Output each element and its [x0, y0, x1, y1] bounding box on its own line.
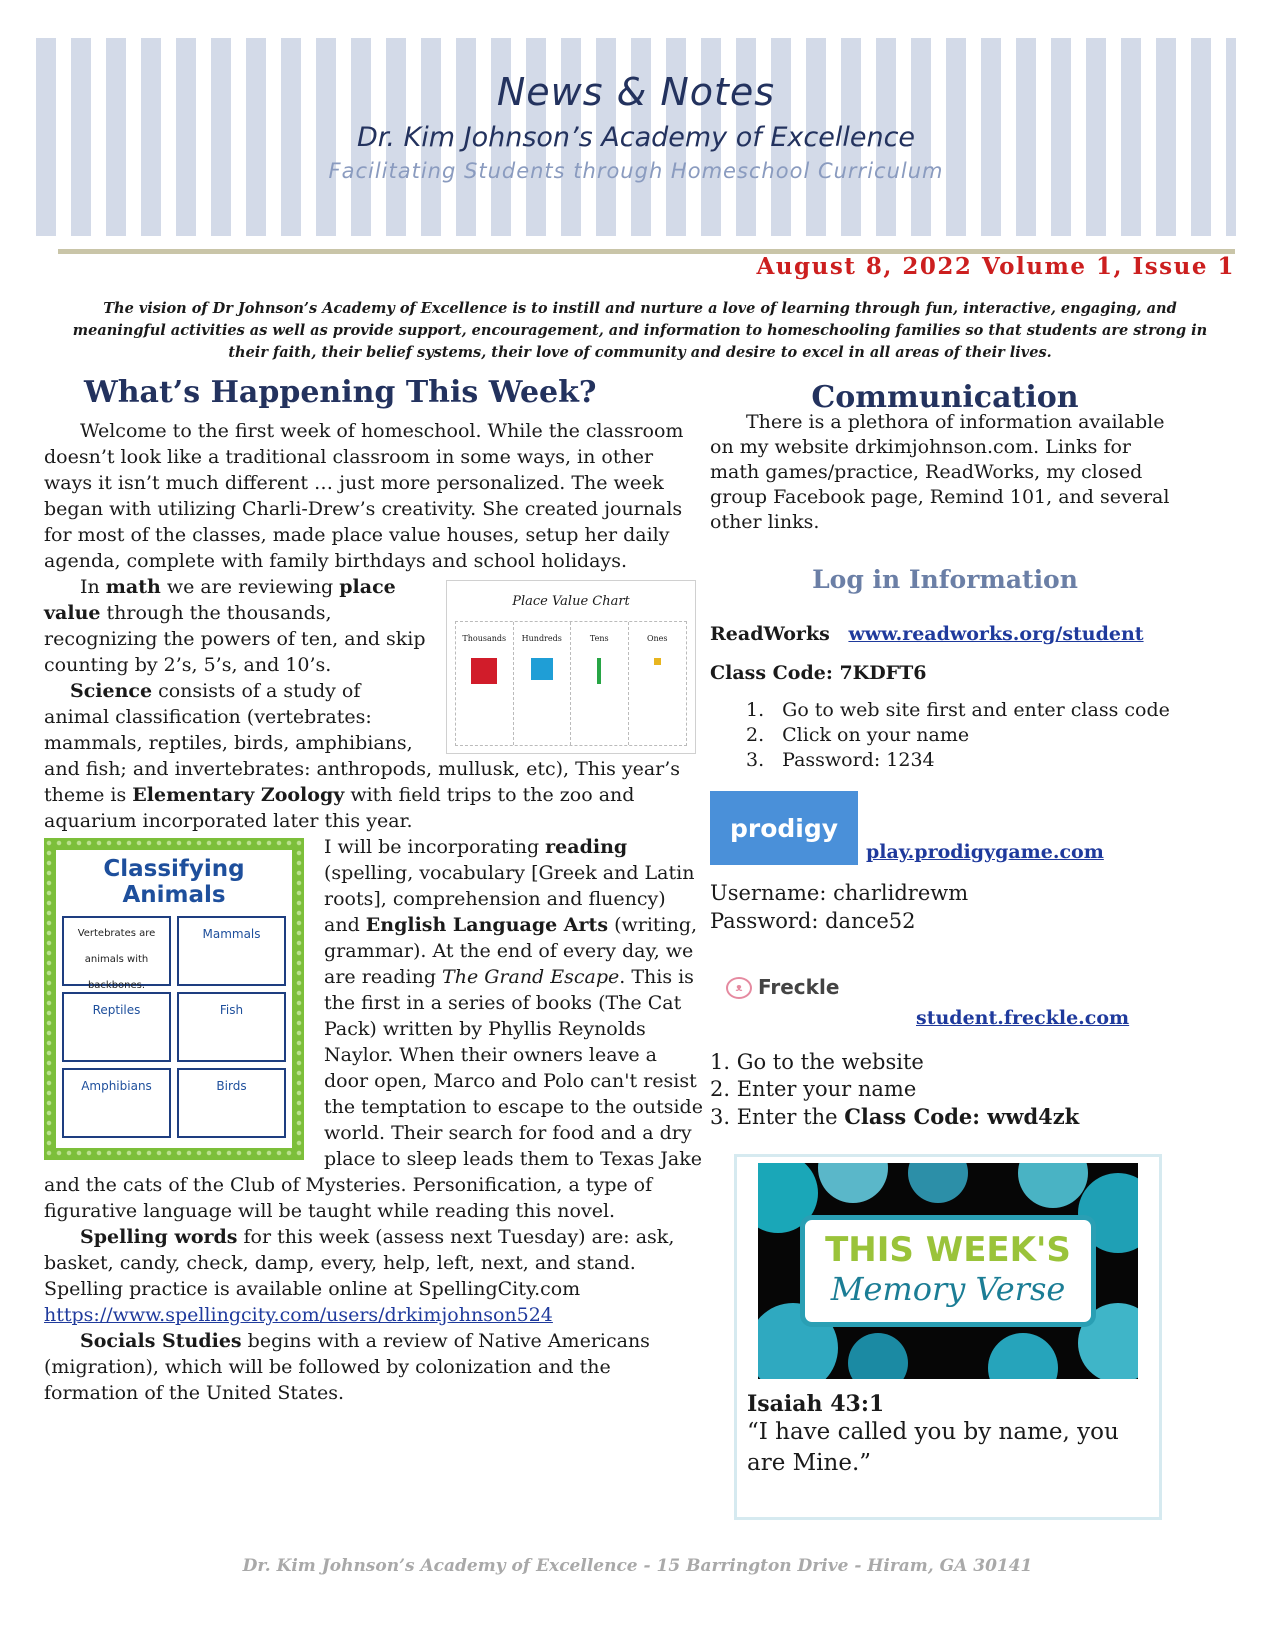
classifying-animals-poster [44, 838, 304, 1160]
list-item: 1. Go to web site first and enter class code [746, 699, 1170, 721]
freckle-steps [710, 1049, 1180, 1131]
readworks-link[interactable]: www.readworks.org/student [848, 623, 1144, 645]
reading-paragraph: I will be incorporating reading (spelling, vocabulary [Greek and Latin roots], comprehension and fluency) and English Language Arts (writing, grammar). At the end of every day, we are reading The Grand Escape. This is the first in a series of books (The Cat Pack) written by Phyllis Reynolds Naylor. When their owners leave a door open, Marco and Polo can't resist the temptation to escape to the outside world. Their search for food and a dry place to sleep leads them to Texas Jake and the cats of the Club of Mysteries. Personification, a type of figurative language will be taught while reading this novel. [44, 836, 703, 1222]
science-paragraph: Science consists of a study of animal classification (vertebrates: mammals, reptiles, birds, amphibians, and fish; and invertebrates: anthropods, mullusk, etc), This year’s theme is Elementary Zoology with field trips to the zoo and aquarium incorporated later this year. [44, 680, 681, 832]
place-value-chart-title: Place Value Chart [512, 594, 630, 609]
social-studies-paragraph: Socials Studies begins with a review of Native Americans (migration), which will be followed by colonization and the formation of the United States. [44, 1330, 650, 1404]
spellingcity-link[interactable]: https://www.spellingcity.com/users/drkimjohnson524 [44, 1304, 553, 1326]
pv-column-thousands: Thousands [462, 634, 507, 643]
poster-cell: Birds [177, 1068, 286, 1138]
prodigy-link[interactable]: play.prodigygame.com [866, 841, 1104, 863]
communication-paragraph: There is a plethora of information available on my website drkimjohnson.com. Links for math games/practice, ReadWorks, my closed group Facebook page, Remind 101, and several other links. [710, 411, 1170, 533]
poster-title: Classifying Animals [103, 856, 245, 908]
communication-column [710, 380, 1180, 1131]
weekly-column [44, 375, 704, 1406]
welcome-paragraph: Welcome to the first week of homeschool. While the classroom doesn’t look like a traditional classroom in some ways, in other ways it isn’t much different … just more personalized. The week began with utilizing Charli-Drew’s creativity. She created journals for most of the classes, made place value houses, setup her daily agenda, complete with family birthdays and school holidays. [44, 420, 684, 572]
list-item: 3. Password: 1234 [746, 749, 935, 771]
memory-verse-card [800, 1215, 1096, 1327]
list-item: 2. Enter your name [710, 1077, 917, 1101]
readworks-steps [746, 698, 1180, 773]
poster-cell: Fish [177, 992, 286, 1062]
rod-icon [597, 658, 601, 684]
unit-cube-icon [654, 658, 661, 665]
prodigy-password: Password: dance52 [710, 909, 916, 933]
vision-statement: The vision of Dr Johnson’s Academy of Excellence is to instill and nurture a love of learning through fun, interactive, engaging, and meaningful activities as well as provide support, encouragement, and information to homeschooling families so that students are strong in their faith, their belief systems, their love of community and desire to excel in all areas of their lives. [72, 300, 1208, 361]
freckle-link[interactable]: student.freckle.com [916, 1007, 1130, 1029]
pv-column-ones: Ones [646, 634, 668, 643]
academy-name: Dr. Kim Johnson’s Academy of Excellence [356, 122, 916, 153]
communication-heading: Communication [811, 380, 1079, 415]
readworks-class-code: Class Code: 7KDFT6 [710, 662, 927, 684]
footer-address: Dr. Kim Johnson’s Academy of Excellence - 15 Barrington Drive - Hiram, GA 30141 [242, 1556, 1033, 1576]
prodigy-username: Username: charlidrewm [710, 881, 969, 905]
poster-cell: Amphibians [62, 1068, 171, 1138]
memory-line2: Memory Verse [830, 1270, 1066, 1308]
prodigy-credentials [710, 879, 1180, 935]
weekly-heading: What’s Happening This Week? [84, 375, 597, 410]
login-heading: Log in Information [812, 565, 1078, 594]
pig-icon: ᴥ [726, 977, 752, 999]
memory-line1: THIS WEEK'S [825, 1230, 1071, 1270]
list-item: 1. Go to the website [710, 1050, 924, 1074]
prodigy-logo: prodigy [710, 791, 858, 865]
memory-verse-graphic [758, 1163, 1138, 1379]
place-value-chart [446, 580, 696, 754]
readworks-label: ReadWorks [710, 623, 830, 645]
list-item: 2. Click on your name [746, 724, 970, 746]
readworks-row [710, 622, 1180, 647]
flat-icon [531, 658, 553, 680]
header-banner [36, 38, 1236, 236]
pv-column-tens: Tens [589, 634, 609, 643]
freckle-logo: ᴥ Freckle [726, 975, 1180, 1000]
prodigy-row [710, 791, 1180, 865]
memory-verse-box [734, 1154, 1162, 1520]
list-item: 3. Enter the Class Code: wwd4zk [710, 1104, 1080, 1129]
cube-icon [471, 658, 497, 684]
issue-date: August 8, 2022 Volume 1, Issue 1 [756, 253, 1235, 280]
spelling-paragraph: Spelling words for this week (assess next Tuesday) are: ask, basket, candy, check, damp, every, help, left, next, and stand. Spelling practice is available online at SpellingCity.com https://www.spellingcity.com/users/drkimjohnson524 [44, 1226, 675, 1326]
pv-column-hundreds: Hundreds [521, 634, 562, 643]
poster-cell: Vertebrates are animals with backbones. [62, 916, 171, 986]
tagline: Facilitating Students through Homeschool Curriculum [328, 159, 944, 183]
verse-text: “I have called you by name, you are Mine.” [747, 1419, 1119, 1476]
verse-reference: Isaiah 43:1 [747, 1391, 885, 1417]
poster-cell: Mammals [177, 916, 286, 986]
math-paragraph: In math we are reviewing place value through the thousands, recognizing the powers of ten, and skip counting by 2’s, 5’s, and 10’s. [44, 576, 426, 676]
poster-cell: Reptiles [62, 992, 171, 1062]
newsletter-title: News & Notes [496, 70, 776, 114]
